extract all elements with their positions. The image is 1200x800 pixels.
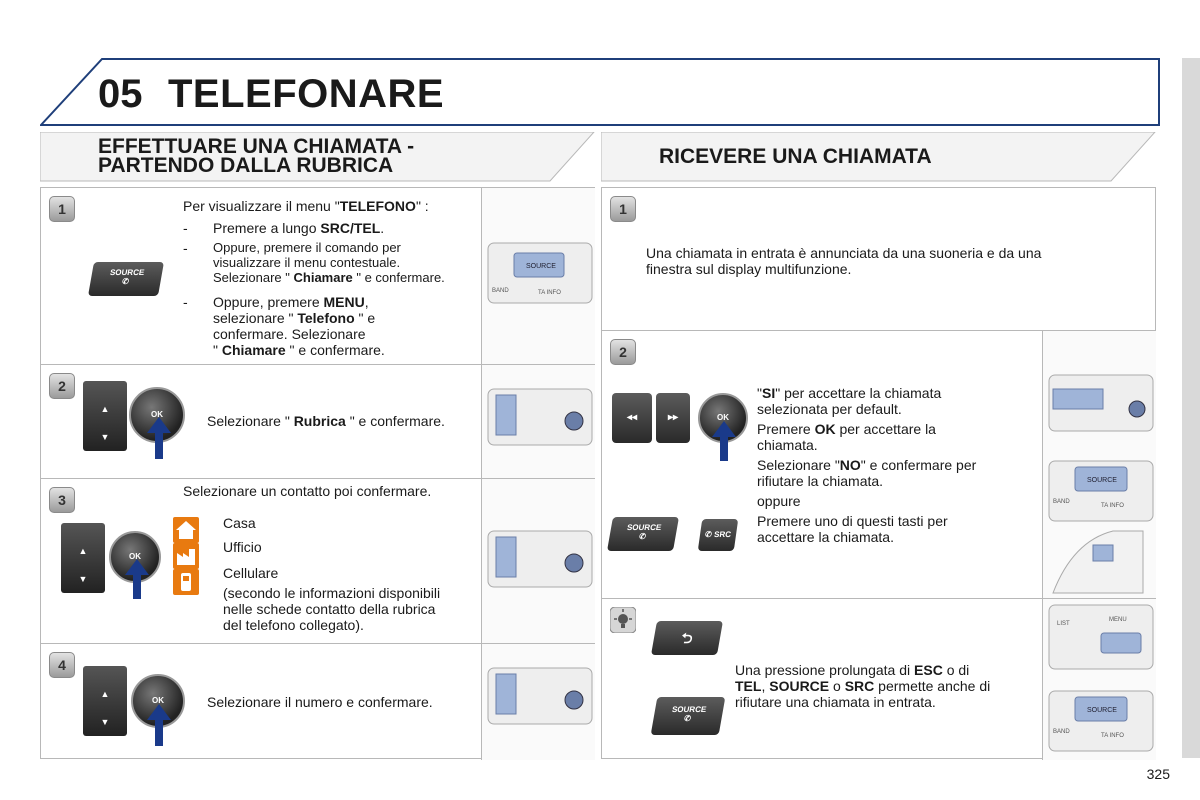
text-bold: NO <box>839 457 861 473</box>
svg-text:TA INFO: TA INFO <box>538 290 561 296</box>
right-section-title: RICEVERE UNA CHIAMATA <box>659 145 932 168</box>
controls-illustration <box>1043 599 1156 760</box>
step3-intro: Selezionare un contatto poi confermare. <box>183 483 432 499</box>
source-label: SOURCE <box>671 705 708 714</box>
item-line <box>213 270 445 285</box>
source-label: SOURCE <box>626 523 663 532</box>
chapter-title: TELEFONARE <box>168 72 445 116</box>
item-line <box>213 310 385 326</box>
chapter-number: 05 <box>98 72 143 116</box>
item-bold: SRC/TEL <box>320 220 381 236</box>
tip-text <box>735 662 990 710</box>
text-bold: OK <box>814 421 836 437</box>
note-line: (secondo le informazioni disponibili <box>223 585 441 601</box>
text-line: accettare la chiamata. <box>757 529 894 545</box>
left-step-2 <box>41 365 594 479</box>
svg-text:TA INFO: TA INFO <box>1101 733 1124 739</box>
source-button-image <box>607 517 679 551</box>
dashboard-thumbnail <box>481 644 595 760</box>
intro-post: " : <box>415 198 429 214</box>
page-number: 325 <box>1146 766 1170 782</box>
item-line: visualizzare il menu contestuale. <box>213 255 401 270</box>
ok-knob-image: OK <box>698 393 748 443</box>
text-bold: ESC <box>914 662 943 678</box>
svg-text:TA INFO: TA INFO <box>1101 503 1124 509</box>
ok-knob-image: OK <box>129 387 185 443</box>
source-button-image <box>651 697 726 735</box>
item-text: " <box>213 342 222 358</box>
text-line <box>757 385 976 401</box>
source-button-image <box>88 262 164 296</box>
step1-item2 <box>213 240 445 285</box>
dashboard-thumbnail <box>481 479 595 643</box>
item-post: . <box>380 220 385 236</box>
dashboard-thumbnail <box>481 365 595 478</box>
text-line: chiamata. <box>757 437 818 453</box>
text-bold: TEL <box>735 678 762 694</box>
left-step-4 <box>41 644 594 760</box>
right-step2-text <box>757 385 976 545</box>
item-post: " e <box>354 310 376 326</box>
keypad-illustration <box>482 365 595 478</box>
press-arrow-icon <box>125 559 149 599</box>
left-section-header <box>40 132 595 182</box>
text-line: selezionata per default. <box>757 401 902 417</box>
home-icon <box>173 517 199 543</box>
left-section-title-line2: PARTENDO DALLA RUBRICA <box>98 154 394 177</box>
right-steps-panel <box>601 187 1156 759</box>
intro-bold: TELEFONO <box>339 198 416 214</box>
keypad-illustration <box>482 479 595 643</box>
intro-text: Per visualizzare il menu " <box>183 198 340 214</box>
controls-illustration <box>1043 331 1156 598</box>
text: Selezionare " <box>757 457 840 473</box>
svg-text:SOURCE: SOURCE <box>526 263 556 270</box>
step1-item1 <box>213 220 384 236</box>
src-button-image <box>698 519 738 551</box>
bullet-dash: - <box>183 220 188 236</box>
text-line: Una chiamata in entrata è annunciata da una suoneria e da una <box>646 245 1042 261</box>
right-step1-text <box>646 245 1041 277</box>
text-line: Premere uno di questi tasti per <box>757 513 948 529</box>
item-text: selezionare " <box>213 310 298 326</box>
esc-back-button-image: ⮌ <box>651 621 723 655</box>
text: per accettare la <box>835 421 936 437</box>
ok-knob-image: OK <box>109 531 161 583</box>
text-line <box>757 457 976 473</box>
press-arrow-icon <box>147 417 171 459</box>
dashboard-thumbnail <box>1042 599 1156 760</box>
step-number-badge: 4 <box>49 652 75 678</box>
svg-text:BAND: BAND <box>1053 729 1070 735</box>
text: , <box>761 678 770 694</box>
contact-home-label: Casa <box>223 515 256 531</box>
right-step-1 <box>602 188 1155 331</box>
phone-icon: ✆ <box>638 532 647 541</box>
left-step-1 <box>41 188 594 365</box>
bullet-dash: - <box>183 294 188 310</box>
svg-text:BAND: BAND <box>1053 499 1070 505</box>
svg-text:BAND: BAND <box>492 288 509 294</box>
phone-icon: ✆ <box>704 530 713 539</box>
text-bold: SI <box>761 385 776 401</box>
step-text: Selezionare " <box>207 413 294 429</box>
step-post: " e confermare. <box>345 413 445 429</box>
phone-icon: ✆ <box>121 277 130 286</box>
step-number-badge: 3 <box>49 487 75 513</box>
chapter-header <box>40 58 1160 126</box>
item-bold: MENU <box>323 294 365 310</box>
office-icon <box>173 543 199 569</box>
item-line <box>213 342 385 358</box>
note-line: nelle schede contatto della rubrica <box>223 601 436 617</box>
step1-intro <box>183 198 429 214</box>
item-bold: Chiamare <box>221 342 286 358</box>
press-arrow-icon <box>712 421 736 461</box>
text-line: rifiutare la chiamata. <box>757 473 884 489</box>
phone-icon: ✆ <box>683 714 692 723</box>
step-number-badge: 2 <box>49 373 75 399</box>
page-side-tab <box>1182 58 1200 758</box>
text-line: finestra sul display multifunzione. <box>646 261 852 277</box>
contact-mobile-label: Cellulare <box>223 565 279 581</box>
source-label: SOURCE <box>109 268 146 277</box>
text-line <box>757 421 976 437</box>
dashboard-thumbnail <box>1042 331 1156 598</box>
up-down-arrows-image: ▲ ▼ <box>83 666 127 736</box>
contact-office-label: Ufficio <box>223 539 262 555</box>
dashboard-thumbnail <box>481 188 595 364</box>
item-post: , <box>364 294 369 310</box>
step4-text: Selezionare il numero e confermare. <box>207 694 433 710</box>
right-tip-row <box>602 599 1155 760</box>
item-line: Oppure, premere il comando per <box>213 240 401 255</box>
up-down-arrows-image: ▲ ▼ <box>61 523 105 593</box>
step-bold: Rubrica <box>293 413 346 429</box>
item-text: Selezionare " <box>213 270 294 285</box>
text-line <box>735 662 990 678</box>
text: " e confermare per <box>860 457 977 473</box>
item-post: " e confermare. <box>352 270 445 285</box>
keypad-illustration <box>482 644 595 760</box>
press-arrow-icon <box>147 704 171 746</box>
previous-button-image: ◂◂ <box>612 393 652 443</box>
item-text: Oppure, premere <box>213 294 324 310</box>
lightbulb-tip-icon <box>610 607 636 633</box>
bullet-dash: - <box>183 240 188 256</box>
right-step-2 <box>602 331 1155 599</box>
item-bold: Telefono <box>297 310 355 326</box>
left-step-3 <box>41 479 594 644</box>
text: " <box>757 385 762 401</box>
text-bold: SOURCE <box>769 678 830 694</box>
item-line <box>213 294 385 310</box>
left-steps-panel <box>40 187 595 759</box>
svg-text:MENU: MENU <box>1109 617 1127 623</box>
step-number-badge: 2 <box>610 339 636 365</box>
text: permette anche di <box>874 678 991 694</box>
mobile-phone-icon <box>173 569 199 595</box>
step1-item3 <box>213 294 385 358</box>
text: Premere <box>757 421 815 437</box>
item-bold: Chiamare <box>293 270 353 285</box>
item-line: confermare. Selezionare <box>213 326 366 342</box>
step2-text <box>207 413 445 429</box>
text: o di <box>942 662 970 678</box>
radio-panel-illustration <box>482 188 595 364</box>
step-number-badge: 1 <box>49 196 75 222</box>
step-number-badge: 1 <box>610 196 636 222</box>
left-section-title-line1: EFFETTUARE UNA CHIAMATA - <box>98 135 415 158</box>
text-line: rifiutare una chiamata in entrata. <box>735 694 936 710</box>
note-line: del telefono collegato). <box>223 617 364 633</box>
text-line: oppure <box>757 493 801 509</box>
src-label: SRC <box>713 530 732 539</box>
ok-knob-image: OK <box>131 674 185 728</box>
item-text: Premere a lungo <box>213 220 321 236</box>
text-bold: SRC <box>844 678 875 694</box>
up-down-arrows-image: ▲ ▼ <box>83 381 127 451</box>
text-line <box>735 678 990 694</box>
text: " per accettare la chiamata <box>775 385 942 401</box>
svg-text:LIST: LIST <box>1057 621 1070 627</box>
svg-text:SOURCE: SOURCE <box>1087 707 1117 714</box>
next-button-image: ▸▸ <box>656 393 690 443</box>
step3-note <box>223 585 440 633</box>
item-post: " e confermare. <box>285 342 385 358</box>
svg-text:SOURCE: SOURCE <box>1087 477 1117 484</box>
text: o <box>829 678 845 694</box>
text: Una pressione prolungata di <box>735 662 915 678</box>
right-section-header <box>601 132 1156 182</box>
